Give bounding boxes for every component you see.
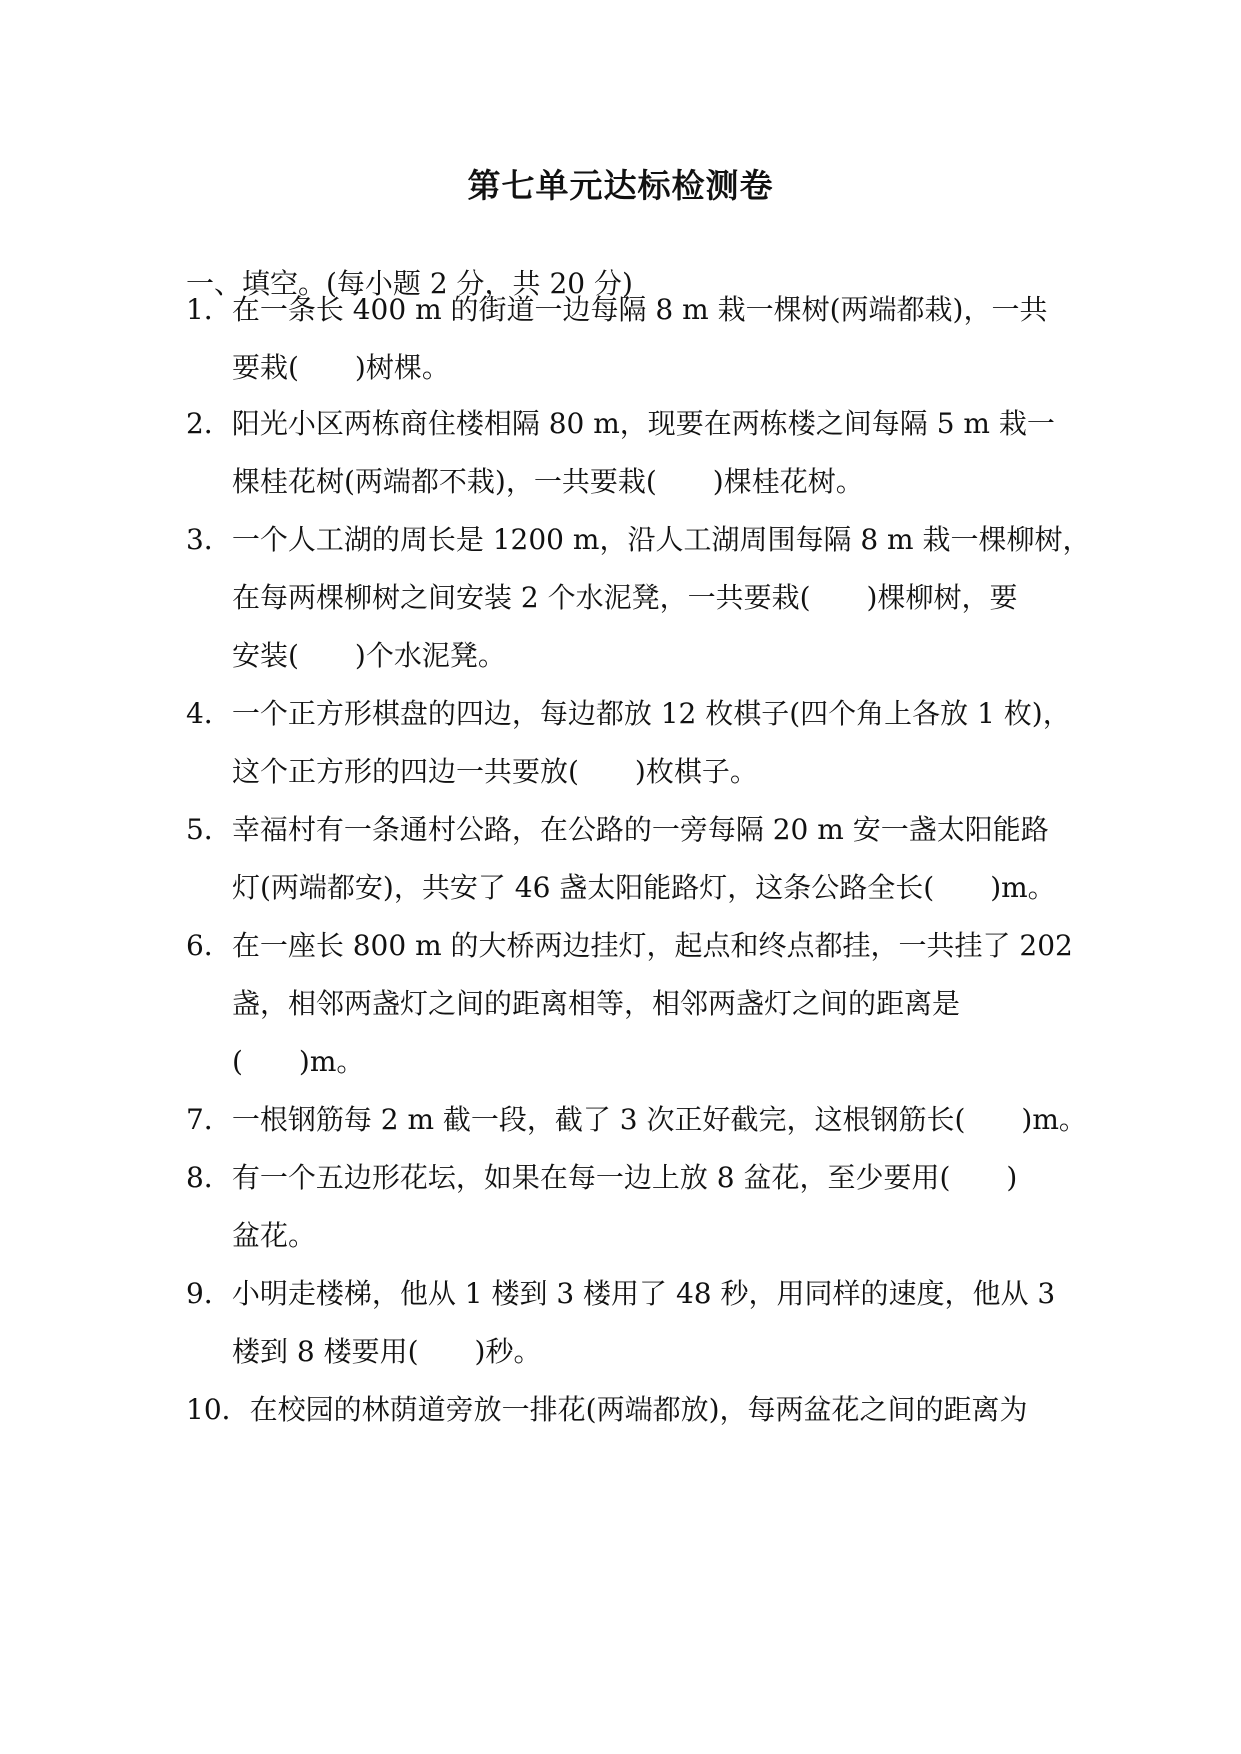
question-number: 6． [186,929,232,962]
question-number: 8． [186,1161,232,1194]
question-2-line-1 [186,407,1055,440]
question-number: 4． [186,697,232,730]
question-text: 小明走楼梯，他从 1 楼到 3 楼用了 48 秒，用同样的速度，他从 3 [231,1277,1056,1310]
question-6-line-1 [186,929,1073,962]
question-text: 有一个五边形花坛，如果在每一边上放 8 盆花，至少要用( ) [231,1161,1018,1194]
question-text: 在一条长 400 m 的街道一边每隔 8 m 栽一棵树(两端都栽)，一共 [231,293,1048,326]
question-5-line-1 [186,813,1049,846]
question-text: 幸福村有一条通村公路，在公路的一旁每隔 20 m 安一盏太阳能路 [231,813,1049,846]
question-text: 在校园的林荫道旁放一排花(两端都放)，每两盆花之间的距离为 [249,1393,1028,1426]
question-5-line-2: 灯(两端都安)，共安了 46 盏太阳能路灯，这条公路全长( )m。 [232,871,1056,904]
question-8-line-1 [186,1161,1018,1194]
question-4-line-2: 这个正方形的四边一共要放( )枚棋子。 [232,755,758,788]
question-number: 9． [186,1277,232,1310]
section-heading: 一、填空。(每小题 2 分，共 20 分) [186,267,633,300]
question-number: 5． [186,813,232,846]
question-1-line-1 [186,293,1048,326]
question-text: 一个人工湖的周长是 1200 m，沿人工湖周围每隔 8 m 栽一棵柳树， [231,523,1091,556]
question-text: 一根钢筋每 2 m 截一段，截了 3 次正好截完，这根钢筋长( )m。 [231,1103,1087,1136]
question-3-line-3: 安装( )个水泥凳。 [232,639,506,672]
question-1-line-2: 要栽( )树棵。 [232,351,450,384]
question-8-line-2: 盆花。 [232,1219,317,1252]
question-4-line-1 [186,697,1071,730]
question-3-line-1 [186,523,1091,556]
question-2-line-2: 棵桂花树(两端都不栽)，一共要栽( )棵桂花树。 [232,465,864,498]
question-6-line-2: 盏，相邻两盏灯之间的距离相等，相邻两盏灯之间的距离是 [232,987,961,1020]
question-number: 7． [186,1103,232,1136]
question-text: 阳光小区两栋商住楼相隔 80 m，现要在两栋楼之间每隔 5 m 栽一 [231,407,1055,440]
question-7-line-1 [186,1103,1087,1136]
question-text: 在一座长 800 m 的大桥两边挂灯，起点和终点都挂，一共挂了 202 [231,929,1073,962]
question-number: 1． [186,293,232,326]
question-3-line-2: 在每两棵柳树之间安装 2 个水泥凳，一共要栽( )棵柳树，要 [232,581,1018,614]
question-text: 一个正方形棋盘的四边，每边都放 12 枚棋子(四个角上各放 1 枚)， [231,697,1071,730]
question-9-line-2: 楼到 8 楼要用( )秒。 [232,1335,542,1368]
question-6-line-3: ( )m。 [232,1045,365,1078]
question-number: 2． [186,407,232,440]
question-9-line-1 [186,1277,1056,1310]
question-number: 3． [186,523,232,556]
question-10-line-1 [186,1393,1028,1426]
page-title: 第七单元达标检测卷 [467,166,774,205]
question-number: 10． [186,1393,250,1426]
